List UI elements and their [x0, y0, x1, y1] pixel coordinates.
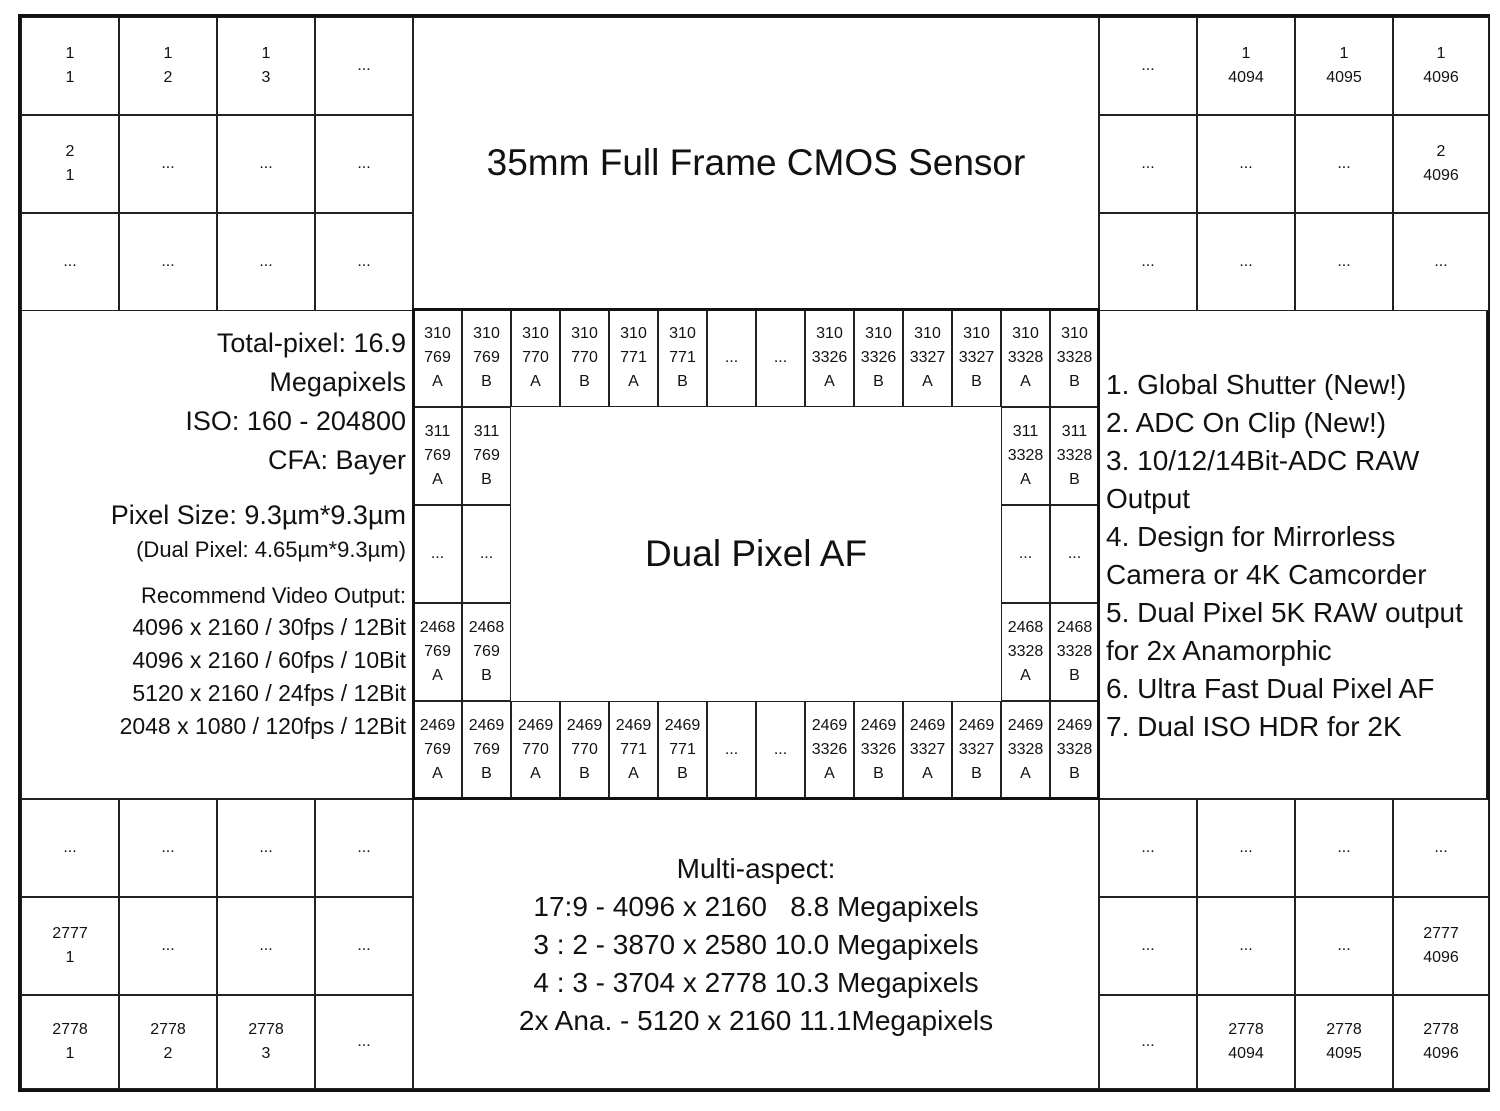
pixel-coord-text: 769 — [424, 643, 451, 660]
sensor-pixel-cell — [315, 213, 413, 311]
sensor-pixel-cell — [1099, 799, 1197, 897]
pixel-coord-text: 770 — [522, 741, 549, 758]
pixel-coord-text: 1 — [65, 949, 75, 966]
pixel-coord-text: A — [824, 373, 835, 390]
pixel-coord-text: 2469 — [664, 717, 701, 734]
pixel-coord-text: 2468 — [1056, 619, 1093, 636]
pixel-coord-text: 2469 — [1007, 717, 1044, 734]
sensor-pixel-cell — [1099, 213, 1197, 311]
pixel-coord-text: 311 — [424, 423, 451, 440]
pixel-coord-text: ... — [430, 545, 445, 562]
sensor-pixel-cell — [1099, 17, 1197, 115]
pixel-coord-text: 2778 — [1228, 1021, 1264, 1038]
pixel-coord-text: 2469 — [615, 717, 652, 734]
pixel-coord-text: ... — [1337, 937, 1351, 954]
af-pixel-cell — [854, 309, 903, 407]
pixel-coord-text: ... — [357, 253, 371, 270]
pixel-coord-text: 770 — [522, 349, 549, 366]
pixel-coord-text: ... — [161, 937, 175, 954]
sensor-pixel-cell — [1197, 995, 1295, 1089]
feature-list — [1099, 309, 1487, 799]
pixel-coord-text: 1 — [65, 69, 75, 86]
af-pixel-cell — [903, 701, 952, 799]
pixel-coord-text: 310 — [1061, 325, 1088, 342]
pixel-coord-text: A — [432, 373, 443, 390]
sensor-pixel-cell — [1393, 995, 1489, 1089]
af-pixel-cell — [560, 701, 609, 799]
dual-pixel-size: (Dual Pixel: 4.65µm*9.3µm) — [136, 537, 406, 562]
pixel-coord-text: 3327 — [909, 741, 946, 758]
pixel-coord-text: 310 — [914, 325, 941, 342]
pixel-coord-text: ... — [1067, 545, 1082, 562]
sensor-pixel-cell — [21, 995, 119, 1089]
pixel-coord-text: 1 — [261, 45, 271, 62]
sensor-pixel-cell — [1197, 213, 1295, 311]
multi-aspect-heading: Multi-aspect: — [676, 853, 836, 884]
feature-item: 4. Design for Mirrorless Camera or 4K Camcorder — [1106, 521, 1427, 590]
pixel-coord-text: 769 — [424, 741, 451, 758]
pixel-coord-text: B — [1069, 667, 1080, 684]
pixel-coord-text: B — [677, 373, 688, 390]
sensor-pixel-cell — [1295, 995, 1393, 1089]
pixel-coord-text: 2469 — [468, 717, 505, 734]
pixel-coord-text: 2469 — [860, 717, 897, 734]
pixel-coord-text: 771 — [620, 349, 647, 366]
sensor-pixel-cell — [21, 799, 119, 897]
pixel-coord-text: 310 — [571, 325, 598, 342]
pixel-coord-text: 310 — [424, 325, 451, 342]
pixel-coord-text: 1 — [65, 45, 75, 62]
pixel-coord-text: 3326 — [860, 741, 897, 758]
pixel-coord-text: 3328 — [1007, 349, 1044, 366]
af-pixel-cell — [756, 309, 805, 407]
pixel-coord-text: B — [1069, 765, 1080, 782]
pixel-coord-text: ... — [357, 937, 371, 954]
sensor-pixel-cell — [217, 213, 315, 311]
pixel-coord-text: 310 — [473, 325, 500, 342]
pixel-coord-text: ... — [259, 839, 273, 856]
aspect-line: 2x Ana. - 5120 x 2160 11.1Megapixels — [518, 1005, 994, 1036]
af-pixel-cell — [1001, 603, 1050, 701]
pixel-coord-text: 311 — [1061, 423, 1088, 440]
af-pixel-cell — [1050, 701, 1099, 799]
pixel-coord-text: 4096 — [1423, 167, 1459, 184]
pixel-coord-text: ... — [1434, 253, 1448, 270]
pixel-coord-text: 310 — [620, 325, 647, 342]
pixel-coord-text: ... — [1337, 839, 1351, 856]
pixel-coord-text: 2469 — [909, 717, 946, 734]
sensor-pixel-cell — [1197, 799, 1295, 897]
pixel-coord-text: 1 — [65, 167, 75, 184]
pixel-coord-text: ... — [1337, 253, 1351, 270]
af-pixel-cell — [658, 701, 707, 799]
af-pixel-cell — [756, 701, 805, 799]
pixel-coord-text: 3328 — [1056, 643, 1093, 660]
pixel-coord-text: ... — [724, 741, 739, 758]
sensor-pixel-cell — [1295, 799, 1393, 897]
af-pixel-cell — [805, 309, 854, 407]
total-pixel-line-2: Megapixels — [269, 367, 406, 397]
pixel-coord-text: 310 — [865, 325, 892, 342]
pixel-coord-text: ... — [357, 57, 371, 74]
af-pixel-cell — [560, 309, 609, 407]
pixel-coord-text: 769 — [424, 349, 451, 366]
sensor-pixel-cell — [217, 897, 315, 995]
pixel-coord-text: 1 — [1241, 45, 1251, 62]
pixel-coord-text: ... — [1141, 57, 1155, 74]
af-pixel-cell — [1050, 309, 1099, 407]
pixel-coord-text: 3327 — [958, 741, 995, 758]
sensor-pixel-cell — [119, 897, 217, 995]
pixel-coord-text: 2469 — [566, 717, 603, 734]
af-pixel-cell — [903, 309, 952, 407]
pixel-coord-text: A — [432, 667, 443, 684]
pixel-coord-text: A — [432, 471, 443, 488]
af-pixel-cell — [413, 407, 462, 505]
pixel-coord-text: 3328 — [1007, 447, 1044, 464]
af-pixel-cell — [413, 309, 462, 407]
pixel-coord-text: 770 — [571, 741, 598, 758]
sensor-title: 35mm Full Frame CMOS Sensor — [413, 17, 1099, 309]
pixel-coord-text: B — [1069, 373, 1080, 390]
sensor-pixel-cell — [119, 799, 217, 897]
pixel-coord-text: A — [1020, 471, 1031, 488]
sensor-pixel-cell — [1295, 17, 1393, 115]
sensor-pixel-cell — [315, 799, 413, 897]
pixel-coord-text: A — [1020, 373, 1031, 390]
pixel-coord-text: 2468 — [419, 619, 456, 636]
pixel-coord-text: 3326 — [811, 741, 848, 758]
sensor-pixel-cell — [119, 213, 217, 311]
sensor-pixel-cell — [1393, 897, 1489, 995]
sensor-pixel-cell — [217, 17, 315, 115]
pixel-coord-text: 4094 — [1228, 1045, 1264, 1062]
feature-item: 2. ADC On Clip (New!) — [1106, 407, 1387, 438]
pixel-coord-text: 4096 — [1423, 949, 1459, 966]
pixel-coord-text: B — [971, 373, 982, 390]
pixel-coord-text: 3328 — [1056, 349, 1093, 366]
pixel-coord-text: ... — [1141, 155, 1155, 172]
pixel-coord-text: 310 — [522, 325, 549, 342]
sensor-pixel-cell — [1393, 17, 1489, 115]
pixel-coord-text: ... — [1434, 839, 1448, 856]
pixel-coord-text: 311 — [1012, 423, 1039, 440]
pixel-coord-text: 311 — [473, 423, 500, 440]
video-mode: 4096 x 2160 / 30fps / 12Bit — [132, 614, 406, 640]
pixel-coord-text: ... — [259, 937, 273, 954]
af-pixel-cell — [511, 309, 560, 407]
pixel-coord-text: B — [677, 765, 688, 782]
af-pixel-cell — [413, 701, 462, 799]
pixel-coord-text: 4096 — [1423, 69, 1459, 86]
pixel-coord-text: ... — [1239, 839, 1253, 856]
pixel-coord-text: 2 — [1436, 143, 1446, 160]
pixel-coord-text: A — [824, 765, 835, 782]
pixel-coord-text: ... — [161, 155, 175, 172]
dual-pixel-af-label: Dual Pixel AF — [511, 407, 1001, 701]
pixel-coord-text: 2778 — [52, 1021, 88, 1038]
af-pixel-cell — [1050, 505, 1099, 603]
sensor-pixel-cell — [1393, 213, 1489, 311]
sensor-pixel-cell — [1295, 213, 1393, 311]
af-pixel-cell — [462, 407, 511, 505]
sensor-pixel-cell — [21, 17, 119, 115]
pixel-coord-text: 310 — [669, 325, 696, 342]
sensor-pixel-cell — [217, 995, 315, 1089]
af-pixel-cell — [854, 701, 903, 799]
pixel-size: Pixel Size: 9.3µm*9.3µm — [110, 500, 406, 530]
pixel-coord-text: 3327 — [909, 349, 946, 366]
af-pixel-cell — [952, 309, 1001, 407]
pixel-coord-text: 769 — [473, 741, 500, 758]
af-pixel-cell — [511, 701, 560, 799]
pixel-coord-text: ... — [1141, 937, 1155, 954]
af-pixel-cell — [413, 505, 462, 603]
pixel-coord-text: A — [922, 373, 933, 390]
pixel-coord-text: 2469 — [419, 717, 456, 734]
af-pixel-cell — [462, 505, 511, 603]
pixel-coord-text: 769 — [473, 349, 500, 366]
pixel-coord-text: ... — [357, 1033, 371, 1050]
pixel-coord-text: A — [530, 373, 541, 390]
sensor-pixel-cell — [217, 115, 315, 213]
sensor-pixel-cell — [1099, 897, 1197, 995]
feature-item: 7. Dual ISO HDR for 2K — [1106, 711, 1402, 742]
af-pixel-cell — [462, 701, 511, 799]
pixel-coord-text: ... — [1239, 253, 1253, 270]
pixel-coord-text: 1 — [65, 1045, 75, 1062]
pixel-coord-text: 310 — [963, 325, 990, 342]
pixel-coord-text: 1 — [1339, 45, 1349, 62]
pixel-coord-text: 2778 — [1423, 1021, 1459, 1038]
sensor-pixel-cell — [1393, 115, 1489, 213]
pixel-coord-text: A — [628, 373, 639, 390]
af-pixel-cell — [658, 309, 707, 407]
pixel-coord-text: ... — [259, 155, 273, 172]
feature-item: 6. Ultra Fast Dual Pixel AF — [1106, 673, 1435, 704]
pixel-coord-text: 3326 — [860, 349, 897, 366]
af-pixel-cell — [1050, 603, 1099, 701]
pixel-coord-text: B — [873, 765, 884, 782]
aspect-line: 4 : 3 - 3704 x 2778 10.3 Megapixels — [533, 967, 979, 998]
pixel-coord-text: 310 — [816, 325, 843, 342]
pixel-coord-text: A — [1020, 667, 1031, 684]
pixel-coord-text: 2 — [163, 69, 173, 86]
pixel-coord-text: B — [481, 765, 492, 782]
pixel-coord-text: 2777 — [1423, 925, 1459, 942]
pixel-coord-text: 769 — [424, 447, 451, 464]
sensor-pixel-cell — [315, 115, 413, 213]
af-pixel-cell — [952, 701, 1001, 799]
pixel-coord-text: A — [530, 765, 541, 782]
pixel-coord-text: 4095 — [1326, 1045, 1362, 1062]
pixel-coord-text: ... — [1141, 839, 1155, 856]
feature-item: 1. Global Shutter (New!) — [1106, 369, 1407, 400]
pixel-coord-text: ... — [357, 839, 371, 856]
af-pixel-cell — [1001, 505, 1050, 603]
video-mode: 5120 x 2160 / 24fps / 12Bit — [132, 680, 406, 706]
sensor-pixel-cell — [21, 115, 119, 213]
af-pixel-cell — [413, 603, 462, 701]
pixel-coord-text: ... — [479, 545, 494, 562]
pixel-coord-text: A — [922, 765, 933, 782]
iso-range: ISO: 160 - 204800 — [185, 406, 406, 436]
video-output-heading: Recommend Video Output: — [141, 583, 406, 608]
sensor-pixel-cell — [315, 897, 413, 995]
pixel-coord-text: 771 — [620, 741, 647, 758]
pixel-coord-text: A — [432, 765, 443, 782]
pixel-coord-text: ... — [357, 155, 371, 172]
pixel-coord-text: 2469 — [958, 717, 995, 734]
af-pixel-cell — [462, 309, 511, 407]
pixel-coord-text: B — [481, 667, 492, 684]
sensor-pixel-cell — [1295, 115, 1393, 213]
pixel-coord-text: ... — [161, 839, 175, 856]
pixel-coord-text: 3 — [261, 69, 271, 86]
feature-item: 5. Dual Pixel 5K RAW output for 2x Anamorphic — [1106, 597, 1463, 666]
aspect-line: 3 : 2 - 3870 x 2580 10.0 Megapixels — [533, 929, 979, 960]
sensor-pixel-cell — [1099, 995, 1197, 1089]
pixel-coord-text: 769 — [473, 643, 500, 660]
pixel-coord-text: B — [873, 373, 884, 390]
pixel-coord-text: 771 — [669, 349, 696, 366]
pixel-coord-text: 2 — [65, 143, 75, 160]
feature-item: 3. 10/12/14Bit-ADC RAW Output — [1106, 445, 1420, 514]
pixel-coord-text: 769 — [473, 447, 500, 464]
sensor-pixel-cell — [1197, 115, 1295, 213]
spec-panel — [21, 309, 413, 799]
pixel-coord-text: ... — [773, 349, 788, 366]
pixel-coord-text: 3328 — [1007, 741, 1044, 758]
af-pixel-cell — [707, 309, 756, 407]
sensor-pixel-cell — [119, 17, 217, 115]
sensor-pixel-cell — [21, 213, 119, 311]
pixel-coord-text: 2468 — [1007, 619, 1044, 636]
multi-aspect-panel — [413, 799, 1099, 1089]
pixel-coord-text: 3328 — [1007, 643, 1044, 660]
pixel-coord-text: ... — [773, 741, 788, 758]
af-pixel-cell — [1001, 309, 1050, 407]
pixel-coord-text: ... — [63, 253, 77, 270]
sensor-pixel-cell — [119, 115, 217, 213]
sensor-pixel-cell — [315, 995, 413, 1089]
sensor-pixel-cell — [1099, 115, 1197, 213]
pixel-coord-text: B — [481, 373, 492, 390]
pixel-coord-text: 1 — [1436, 45, 1446, 62]
pixel-coord-text: 3327 — [958, 349, 995, 366]
pixel-coord-text: 3326 — [811, 349, 848, 366]
pixel-coord-text: B — [1069, 471, 1080, 488]
sensor-diagram-frame — [18, 14, 1490, 1092]
af-pixel-cell — [805, 701, 854, 799]
sensor-pixel-cell — [217, 799, 315, 897]
pixel-coord-text: ... — [259, 253, 273, 270]
pixel-coord-text: B — [481, 471, 492, 488]
sensor-pixel-cell — [119, 995, 217, 1089]
pixel-coord-text: 2 — [163, 1045, 173, 1062]
af-pixel-cell — [462, 603, 511, 701]
pixel-coord-text: ... — [1141, 1033, 1155, 1050]
sensor-pixel-cell — [1197, 17, 1295, 115]
pixel-coord-text: 770 — [571, 349, 598, 366]
pixel-coord-text: ... — [1337, 155, 1351, 172]
pixel-coord-text: ... — [724, 349, 739, 366]
pixel-coord-text: ... — [1239, 937, 1253, 954]
pixel-coord-text: 3328 — [1056, 447, 1093, 464]
pixel-coord-text: 3 — [261, 1045, 271, 1062]
pixel-coord-text: 4095 — [1326, 69, 1362, 86]
pixel-coord-text: A — [1020, 765, 1031, 782]
af-pixel-cell — [609, 309, 658, 407]
pixel-coord-text: ... — [63, 839, 77, 856]
sensor-pixel-cell — [1295, 897, 1393, 995]
af-pixel-cell — [1001, 407, 1050, 505]
pixel-coord-text: 3328 — [1056, 741, 1093, 758]
pixel-coord-text: 2777 — [52, 925, 88, 942]
sensor-pixel-cell — [315, 17, 413, 115]
sensor-pixel-cell — [1393, 799, 1489, 897]
pixel-coord-text: 2469 — [811, 717, 848, 734]
aspect-line: 17:9 - 4096 x 2160 8.8 Megapixels — [533, 891, 979, 922]
pixel-coord-text: 310 — [1012, 325, 1039, 342]
cfa-type: CFA: Bayer — [267, 445, 406, 475]
pixel-coord-text: 4096 — [1423, 1045, 1459, 1062]
pixel-coord-text: B — [579, 765, 590, 782]
pixel-coord-text: 2469 — [517, 717, 554, 734]
pixel-coord-text: 1 — [163, 45, 173, 62]
pixel-coord-text: B — [971, 765, 982, 782]
pixel-coord-text: A — [628, 765, 639, 782]
pixel-coord-text: ... — [161, 253, 175, 270]
sensor-pixel-cell — [1197, 897, 1295, 995]
video-mode: 2048 x 1080 / 120fps / 12Bit — [119, 713, 406, 739]
pixel-coord-text: B — [579, 373, 590, 390]
pixel-coord-text: 2468 — [468, 619, 505, 636]
pixel-coord-text: 2778 — [150, 1021, 186, 1038]
sensor-pixel-cell — [21, 897, 119, 995]
af-pixel-cell — [707, 701, 756, 799]
af-pixel-cell — [1001, 701, 1050, 799]
pixel-coord-text: 2778 — [248, 1021, 284, 1038]
af-pixel-cell — [1050, 407, 1099, 505]
pixel-coord-text: 2778 — [1326, 1021, 1362, 1038]
pixel-coord-text: ... — [1141, 253, 1155, 270]
pixel-coord-text: 4094 — [1228, 69, 1264, 86]
af-pixel-cell — [609, 701, 658, 799]
video-mode: 4096 x 2160 / 60fps / 10Bit — [132, 647, 406, 673]
pixel-coord-text: ... — [1018, 545, 1033, 562]
pixel-coord-text: ... — [1239, 155, 1253, 172]
total-pixel-line-1: Total-pixel: 16.9 — [216, 328, 406, 358]
pixel-coord-text: 771 — [669, 741, 696, 758]
pixel-coord-text: 2469 — [1056, 717, 1093, 734]
